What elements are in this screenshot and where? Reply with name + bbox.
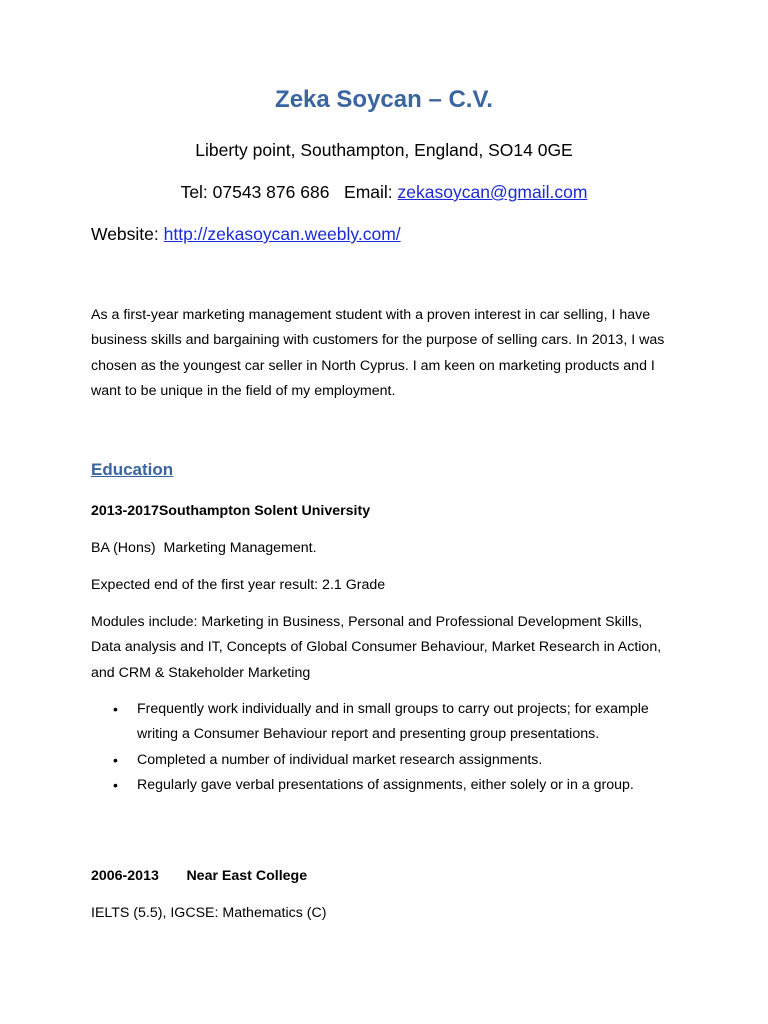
education-heading: Education (91, 460, 174, 479)
email-link[interactable]: zekasoycan@gmail.com (397, 182, 588, 202)
expected-result-line: Expected end of the first year result: 2.1 Grade (91, 577, 386, 593)
website-label: Website: (91, 224, 164, 244)
list-item (91, 773, 651, 798)
profile-summary: As a first-year marketing management student with a proven interest in car selling, I have business skills and bargaining with customers for the purpose of selling cars. In 2013, I was chosen as the youngest car seller in North Cyprus. I am keen on marketing products and I want to be unique in the field of my employment. (91, 307, 665, 399)
qualifications-line: IELTS (5.5), IGCSE: Mathematics (C) (91, 905, 327, 921)
website-link[interactable]: http://zekasoycan.weebly.com/ (163, 224, 401, 244)
modules-paragraph: Modules include: Marketing in Business, Personal and Professional Development Skills, Data analysis and IT, Concepts of Global Consumer Behaviour, Market Research in Action, and CRM & Stakeholder Marketing (91, 614, 662, 681)
cv-title: Zeka Soycan – C.V. (275, 86, 493, 113)
list-item-text: Regularly gave verbal presentations of assignments, either solely or in a group. (137, 776, 634, 793)
address-line: Liberty point, Southampton, England, SO14 0GE (195, 140, 573, 160)
list-item-text: Frequently work individually and in small groups to carry out projects; for example writing a Consumer Behaviour report and presenting group presentations. (137, 701, 649, 743)
list-item (91, 697, 651, 748)
achievements-list (91, 697, 651, 798)
list-item (91, 748, 651, 773)
phone-text: Tel: 07543 876 686 Email: (180, 182, 398, 202)
website-line (91, 223, 401, 245)
contact-line (0, 181, 768, 203)
bullet-icon: • (113, 776, 118, 793)
bullet-icon: • (113, 701, 118, 717)
education-entry-title: 2013-2017Southampton Solent University (91, 503, 371, 519)
bullet-icon: • (113, 751, 118, 768)
degree-line: BA (Hons) Marketing Management. (91, 540, 317, 556)
list-item-text: Completed a number of individual market research assignments. (137, 751, 543, 768)
education-entry-title-2: 2006-2013 Near East College (91, 868, 308, 884)
